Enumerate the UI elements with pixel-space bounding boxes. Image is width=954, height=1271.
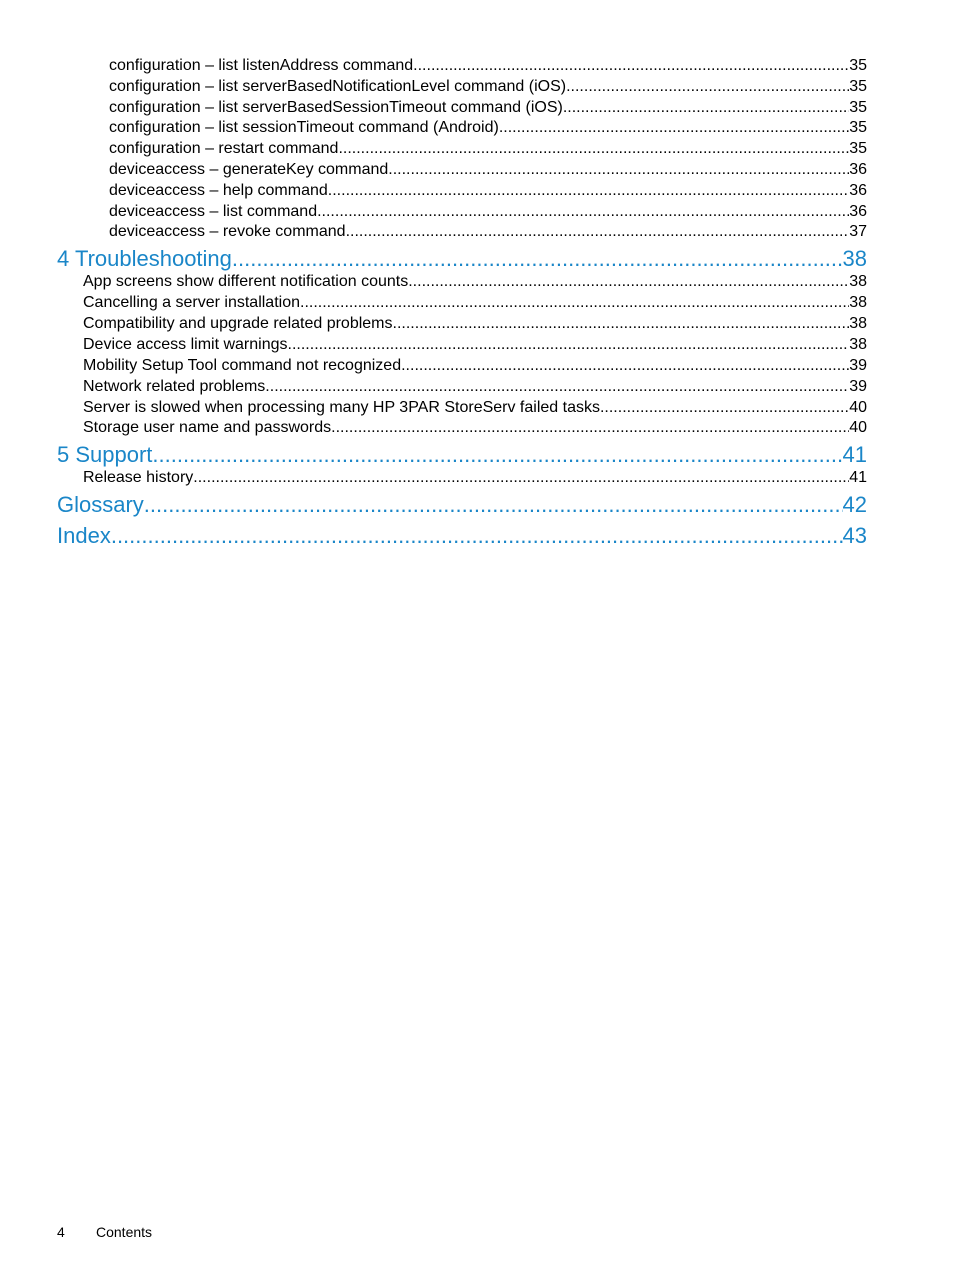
dot-leader	[144, 489, 843, 520]
dot-leader	[331, 418, 849, 439]
dot-leader	[338, 139, 849, 160]
toc-entry-restart[interactable]: configuration – restart command ..... 35	[109, 139, 867, 160]
dot-leader	[111, 520, 843, 551]
toc-entry-revoke[interactable]: deviceaccess – revoke command ..... 37	[109, 222, 867, 243]
toc-chapter-glossary[interactable]: Glossary ..... 42	[57, 489, 867, 520]
dot-leader	[288, 335, 850, 356]
toc-entry-cancelling-installation[interactable]: Cancelling a server installation ..... 38	[83, 293, 867, 314]
toc-entry-help[interactable]: deviceaccess – help command ..... 36	[109, 181, 867, 202]
toc-chapter-support[interactable]: 5 Support ..... 41	[57, 439, 867, 470]
dot-leader	[193, 468, 849, 489]
dot-leader	[232, 243, 843, 274]
footer-section-title: Contents	[96, 1224, 153, 1240]
dot-leader	[408, 272, 849, 293]
toc-chapter-troubleshooting[interactable]: 4 Troubleshooting ..... 38	[57, 243, 867, 274]
dot-leader	[265, 377, 849, 398]
footer-page-number: 4	[57, 1224, 65, 1240]
dot-leader	[566, 77, 849, 98]
toc-entry-list-serverbasedsessiontimeout[interactable]: configuration – list serverBasedSessionTimeout command (iOS) ..... 35	[109, 98, 867, 119]
dot-leader	[401, 356, 849, 377]
dot-leader	[600, 398, 849, 419]
dot-leader	[388, 160, 849, 181]
toc-entry-release-history[interactable]: Release history ..... 41	[83, 468, 867, 489]
toc-entry-compatibility-upgrade[interactable]: Compatibility and upgrade related problems ..... 38	[83, 314, 867, 335]
toc-entry-list[interactable]: deviceaccess – list command ..... 36	[109, 202, 867, 223]
dot-leader	[563, 98, 849, 119]
toc-entry-list-sessiontimeout[interactable]: configuration – list sessionTimeout command (Android) ..... 35	[109, 118, 867, 139]
toc-entry-server-slowed[interactable]: Server is slowed when processing many HP 3PAR StoreServ failed tasks ..... 40	[83, 398, 867, 419]
page-footer	[57, 1222, 152, 1242]
toc-entry-device-access-limit[interactable]: Device access limit warnings ..... 38	[83, 335, 867, 356]
dot-leader	[346, 222, 850, 243]
toc-entry-network-problems[interactable]: Network related problems ..... 39	[83, 377, 867, 398]
dot-leader	[499, 118, 849, 139]
toc-entry-notification-counts[interactable]: App screens show different notification counts ..... 38	[83, 272, 867, 293]
toc-entry-list-serverbasednotificationlevel[interactable]: configuration – list serverBasedNotificationLevel command (iOS) ..... 35	[109, 77, 867, 98]
dot-leader	[413, 56, 849, 77]
dot-leader	[300, 293, 849, 314]
dot-leader	[328, 181, 849, 202]
table-of-contents	[57, 54, 867, 551]
dot-leader	[317, 202, 849, 223]
dot-leader	[393, 314, 850, 335]
toc-entry-generatekey[interactable]: deviceaccess – generateKey command ..... 36	[109, 160, 867, 181]
toc-chapter-index[interactable]: Index ..... 43	[57, 520, 867, 551]
toc-entry-setup-tool-not-recognized[interactable]: Mobility Setup Tool command not recognized ..... 39	[83, 356, 867, 377]
toc-entry-storage-user-passwords[interactable]: Storage user name and passwords ..... 40	[83, 418, 867, 439]
toc-entry-list-listenaddress[interactable]: configuration – list listenAddress command ..... 35	[109, 56, 867, 77]
dot-leader	[152, 439, 842, 470]
